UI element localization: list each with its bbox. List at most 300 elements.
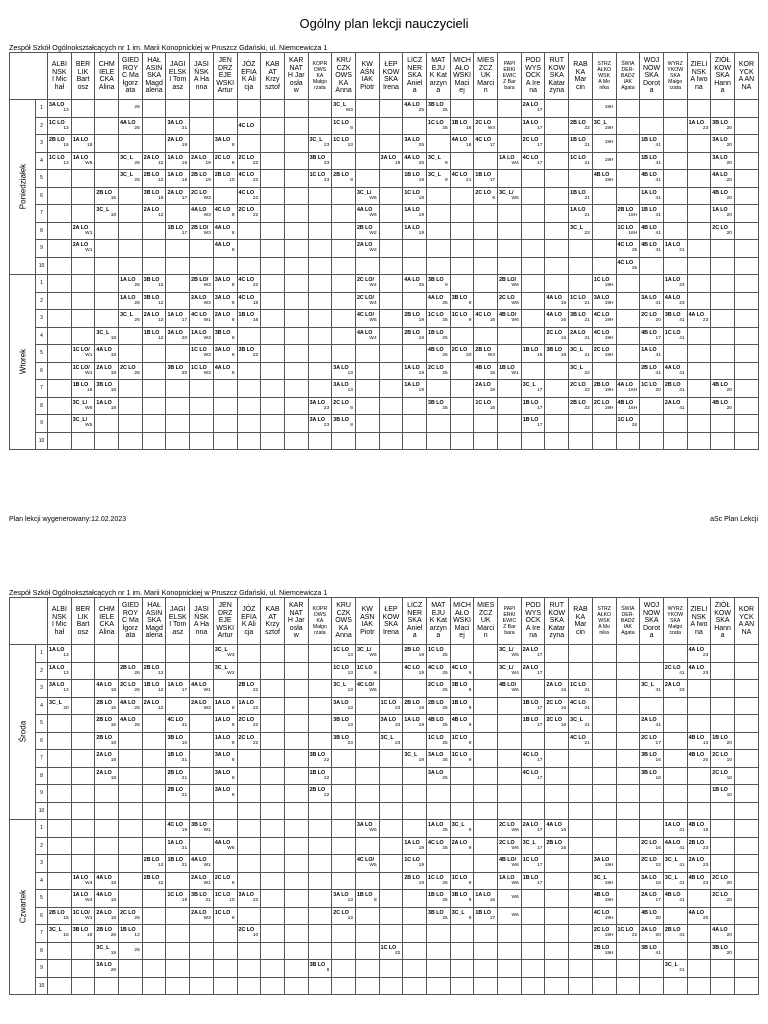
period-row — [10, 662, 759, 680]
lesson-room: 8 — [231, 880, 235, 886]
lesson-cell — [640, 362, 664, 380]
lesson-cell — [284, 662, 308, 680]
lesson-cell — [592, 820, 616, 838]
lesson-cell — [474, 820, 498, 838]
lesson-class: 2B LO — [404, 647, 420, 654]
lesson-class: 2A LO — [191, 294, 207, 301]
lesson-cell — [592, 925, 616, 943]
lesson-cell — [545, 310, 569, 328]
lesson-cell — [569, 802, 593, 820]
lesson-cell — [616, 890, 640, 908]
lesson-room: 26 — [134, 688, 140, 694]
lesson-cell — [640, 802, 664, 820]
lesson-cell — [687, 662, 711, 680]
lesson-class: 3B LO — [96, 382, 112, 389]
period-number: 1 — [36, 275, 48, 293]
lesson-class: 2C LO — [451, 347, 468, 354]
lesson-class: 2B LO — [404, 874, 420, 881]
lesson-cell — [663, 222, 687, 240]
lesson-cell — [427, 785, 451, 803]
lesson-cell — [284, 292, 308, 310]
lesson-cell — [711, 750, 735, 768]
lesson-class: 4A LO — [664, 364, 681, 371]
lesson-cell — [711, 680, 735, 698]
lesson-room: W6 — [369, 653, 377, 659]
lesson-cell — [48, 960, 72, 978]
lesson-room: 9 — [445, 283, 448, 289]
lesson-cell — [474, 785, 498, 803]
lesson-cell — [592, 310, 616, 328]
lesson-room: 17 — [489, 178, 496, 184]
lesson-room: 17 — [655, 740, 661, 746]
teacher-header: KOR YCK A AN NA — [734, 53, 758, 100]
teacher-header: KRU CZK OWS KA Anna — [332, 53, 356, 100]
lesson-class: 3C_L — [380, 734, 394, 741]
lesson-cell — [545, 432, 569, 450]
lesson-class: 2A LO — [214, 312, 231, 319]
lesson-cell — [119, 152, 143, 170]
lesson-cell — [569, 960, 593, 978]
lesson-class: 4B LO — [712, 399, 728, 406]
lesson-cell — [592, 785, 616, 803]
lesson-cell — [142, 205, 166, 223]
lesson-cell — [71, 100, 95, 118]
lesson-cell — [332, 890, 356, 908]
lesson-cell — [403, 697, 427, 715]
lesson-cell — [498, 750, 522, 768]
lesson-room: 19H — [604, 140, 614, 146]
lesson-cell — [166, 327, 190, 345]
lesson-cell — [142, 715, 166, 733]
lesson-room: 20 — [726, 178, 732, 184]
lesson-class: 2C LO — [546, 717, 563, 724]
lesson-cell — [190, 977, 214, 995]
teacher-header: KAB AT Krzy sztof — [261, 598, 285, 645]
lesson-cell — [71, 837, 95, 855]
lesson-room: 8 — [373, 670, 377, 676]
lesson-cell — [355, 152, 379, 170]
lesson-cell — [95, 362, 119, 380]
lesson-cell — [213, 837, 237, 855]
lesson-cell — [450, 310, 474, 328]
lesson-room: W6 — [511, 283, 519, 289]
lesson-cell — [711, 292, 735, 310]
lesson-cell — [95, 750, 119, 768]
lesson-class: 2B LO — [593, 382, 610, 389]
teacher-header: JEN DRZ EJE WSKI Artur — [213, 53, 237, 100]
period-row — [10, 415, 759, 433]
lesson-class: 2B LO — [96, 734, 112, 741]
lesson-cell — [687, 152, 711, 170]
lesson-room: 16 — [110, 723, 117, 729]
lesson-cell — [308, 820, 332, 838]
lesson-room: 9 — [468, 828, 472, 834]
teacher-header: MICH AŁO WSKI Maci ej — [450, 53, 474, 100]
lesson-cell — [71, 890, 95, 908]
lesson-cell — [71, 907, 95, 925]
lesson-room: 18 — [110, 335, 117, 341]
lesson-cell — [95, 310, 119, 328]
lesson-cell — [663, 205, 687, 223]
lesson-cell — [237, 362, 261, 380]
lesson-class: 2A LO — [522, 102, 539, 109]
lesson-room: W1 — [85, 370, 93, 376]
lesson-cell — [640, 397, 664, 415]
lesson-room: 13 — [702, 740, 709, 746]
lesson-room: 18 — [110, 758, 117, 764]
lesson-cell — [190, 680, 214, 698]
lesson-cell — [569, 662, 593, 680]
lesson-room: W4 — [369, 283, 377, 289]
lesson-cell — [379, 100, 403, 118]
lesson-room: 21 — [584, 688, 590, 694]
lesson-cell — [545, 327, 569, 345]
lesson-cell — [734, 750, 758, 768]
lesson-cell — [545, 785, 569, 803]
lesson-cell — [545, 697, 569, 715]
lesson-cell — [592, 222, 616, 240]
lesson-cell — [616, 432, 640, 450]
lesson-room: 25 — [442, 705, 448, 711]
lesson-class: 4A LO — [214, 224, 231, 231]
lesson-cell — [308, 327, 332, 345]
lesson-class: 3C_L — [96, 207, 110, 214]
lesson-class: 2C LO — [593, 399, 610, 406]
lesson-cell — [355, 890, 379, 908]
lesson-cell — [545, 732, 569, 750]
lesson-cell — [355, 942, 379, 960]
lesson-room: 21 — [584, 740, 590, 746]
lesson-cell — [355, 170, 379, 188]
lesson-cell — [48, 785, 72, 803]
lesson-room: 26 — [134, 670, 140, 676]
lesson-cell — [711, 890, 735, 908]
lesson-cell — [474, 380, 498, 398]
lesson-cell — [284, 310, 308, 328]
lesson-room: 23 — [702, 845, 709, 851]
lesson-class: 2C LO — [120, 909, 136, 916]
teacher-header: MICH AŁO WSKI Maci ej — [450, 598, 474, 645]
lesson-class: 2B LO — [641, 364, 657, 371]
lesson-cell — [734, 205, 758, 223]
lesson-class: 4B LO — [688, 822, 705, 829]
teacher-header: JEN DRZ EJE WSKI Artur — [213, 598, 237, 645]
lesson-cell — [592, 362, 616, 380]
lesson-cell — [261, 680, 285, 698]
lesson-cell — [569, 135, 593, 153]
lesson-class: 4C LO — [570, 734, 586, 741]
lesson-cell — [545, 397, 569, 415]
lesson-cell — [521, 715, 545, 733]
lesson-cell — [427, 170, 451, 188]
lesson-room: 16 — [537, 353, 543, 359]
lesson-cell — [284, 907, 308, 925]
lesson-cell — [261, 397, 285, 415]
lesson-cell — [711, 415, 735, 433]
lesson-cell — [640, 680, 664, 698]
lesson-cell — [474, 292, 498, 310]
lesson-room: W5 — [369, 828, 377, 834]
lesson-class: 3A LO — [333, 364, 349, 371]
lesson-cell — [213, 257, 237, 275]
lesson-room: 41 — [655, 160, 661, 166]
lesson-room: 26 — [134, 300, 140, 306]
lesson-class: 3A LO — [380, 717, 397, 724]
lesson-cell — [71, 275, 95, 293]
lesson-room: 20 — [726, 388, 732, 394]
lesson-class: 1C LO — [356, 664, 373, 671]
lesson-cell — [332, 152, 356, 170]
lesson-cell — [166, 680, 190, 698]
lesson-cell — [616, 680, 640, 698]
lesson-room: 18 — [702, 828, 709, 834]
teacher-header: MIES ZCZ UK Marci n — [474, 53, 498, 100]
lesson-class: 1B LO — [522, 717, 539, 724]
lesson-room: 8 — [231, 758, 235, 764]
lesson-cell — [71, 715, 95, 733]
lesson-cell — [450, 327, 474, 345]
lesson-cell — [687, 802, 711, 820]
lesson-cell — [474, 222, 498, 240]
lesson-cell — [663, 327, 687, 345]
lesson-class: 3B LO — [333, 734, 349, 741]
lesson-cell — [379, 662, 403, 680]
teacher-header: KAB AT Krzy sztof — [261, 53, 285, 100]
lesson-cell — [48, 872, 72, 890]
lesson-cell — [237, 680, 261, 698]
lesson-room: 13 — [347, 898, 353, 904]
lesson-cell — [48, 432, 72, 450]
lesson-cell — [687, 837, 711, 855]
lesson-class: 2C LO — [593, 927, 610, 934]
lesson-room: 16 — [560, 845, 567, 851]
lesson-class: 3A LO — [214, 769, 231, 776]
lesson-class: 4A LO — [688, 647, 704, 654]
lesson-room: W6 — [511, 863, 519, 869]
lesson-class: 1A LO — [404, 224, 420, 231]
lesson-class: 2C LO — [593, 347, 610, 354]
lesson-cell — [427, 837, 451, 855]
lesson-cell — [95, 802, 119, 820]
lesson-cell — [48, 750, 72, 768]
lesson-class: 1C LO — [333, 119, 349, 126]
lesson-cell — [355, 785, 379, 803]
lesson-room: 18 — [110, 213, 117, 219]
lesson-class: 1B LO — [712, 734, 728, 741]
corner-cell — [10, 598, 48, 645]
lesson-room: 19 — [181, 828, 188, 834]
lesson-cell — [687, 222, 711, 240]
lesson-cell — [734, 345, 758, 363]
lesson-cell — [711, 380, 735, 398]
lesson-cell — [142, 135, 166, 153]
lesson-cell — [498, 345, 522, 363]
lesson-cell — [166, 942, 190, 960]
lesson-cell — [569, 275, 593, 293]
lesson-cell — [592, 432, 616, 450]
lesson-cell — [237, 292, 261, 310]
lesson-class: 3C_L — [451, 822, 465, 829]
timetable-block-1 — [9, 52, 759, 450]
lesson-cell — [427, 942, 451, 960]
lesson-class: 2A LO — [96, 769, 112, 776]
lesson-cell — [711, 820, 735, 838]
lesson-cell — [640, 327, 664, 345]
lesson-room: 41 — [679, 845, 685, 851]
lesson-room: 18 — [110, 370, 117, 376]
lesson-cell — [450, 732, 474, 750]
lesson-cell — [142, 645, 166, 663]
lesson-cell — [308, 397, 332, 415]
lesson-room: W1 — [203, 828, 211, 834]
lesson-cell — [332, 662, 356, 680]
lesson-class: 4A LO — [214, 839, 231, 846]
lesson-class: 1C LO — [570, 682, 586, 689]
lesson-cell — [379, 205, 403, 223]
lesson-class: 2A LO — [96, 364, 112, 371]
lesson-cell — [592, 240, 616, 258]
lesson-room: 25 — [442, 353, 448, 359]
lesson-cell — [166, 362, 190, 380]
lesson-cell — [71, 855, 95, 873]
lesson-class: 1A LO — [404, 839, 420, 846]
lesson-cell — [95, 187, 119, 205]
lesson-class: 2B LO/ — [499, 277, 517, 284]
lesson-cell — [663, 240, 687, 258]
lesson-cell — [237, 205, 261, 223]
lesson-class: 3B LO — [143, 189, 160, 196]
lesson-room: 16 — [655, 845, 661, 851]
lesson-cell — [687, 135, 711, 153]
lesson-class: 2C LO — [641, 734, 657, 741]
lesson-cell — [687, 397, 711, 415]
lesson-room: 23 — [394, 723, 401, 729]
lesson-cell — [190, 662, 214, 680]
lesson-cell — [237, 100, 261, 118]
lesson-cell — [142, 907, 166, 925]
lesson-cell — [142, 767, 166, 785]
lesson-room: 8 — [373, 898, 377, 904]
lesson-cell — [498, 222, 522, 240]
lesson-room: 17 — [537, 670, 543, 676]
lesson-cell — [166, 100, 190, 118]
lesson-cell — [711, 187, 735, 205]
lesson-room: 12 — [158, 178, 164, 184]
lesson-cell — [119, 275, 143, 293]
lesson-cell — [521, 415, 545, 433]
lesson-cell — [592, 977, 616, 995]
lesson-room: 13 — [347, 670, 353, 676]
lesson-room: 19H — [604, 157, 614, 163]
teacher-header: LICZ NER SKA Aniel a — [403, 53, 427, 100]
period-number: 3 — [36, 135, 48, 153]
lesson-cell — [213, 645, 237, 663]
lesson-cell — [687, 275, 711, 293]
lesson-room: 16 — [655, 758, 661, 764]
period-row — [10, 907, 759, 925]
lesson-cell — [521, 135, 545, 153]
lesson-cell — [545, 960, 569, 978]
lesson-room: 10 — [726, 775, 732, 781]
lesson-room: 16 — [489, 318, 496, 324]
teacher-header: WOJ NOW SKA Dorot a — [640, 598, 664, 645]
lesson-cell — [379, 397, 403, 415]
lesson-cell — [332, 960, 356, 978]
lesson-class: 3B LO — [451, 294, 468, 301]
lesson-cell — [734, 362, 758, 380]
lesson-cell — [142, 187, 166, 205]
lesson-class: 2B LO — [96, 699, 112, 706]
lesson-cell — [450, 872, 474, 890]
lesson-cell — [48, 170, 72, 188]
lesson-cell — [119, 170, 143, 188]
lesson-cell — [687, 890, 711, 908]
lesson-cell — [379, 380, 403, 398]
period-row — [10, 750, 759, 768]
period-number: 2 — [36, 662, 48, 680]
lesson-cell — [308, 925, 332, 943]
lesson-cell — [95, 205, 119, 223]
lesson-cell — [640, 785, 664, 803]
lesson-cell — [403, 960, 427, 978]
lesson-cell — [308, 205, 332, 223]
lesson-class: 3C_L — [120, 172, 134, 179]
lesson-room: 22 — [584, 125, 590, 131]
lesson-room: 23 — [679, 300, 685, 306]
lesson-room: 12 — [158, 335, 164, 341]
lesson-room: W3 — [203, 705, 211, 711]
lesson-cell — [403, 942, 427, 960]
lesson-cell — [284, 890, 308, 908]
lesson-cell — [474, 362, 498, 380]
lesson-class: 1A LO — [664, 277, 681, 284]
lesson-cell — [592, 732, 616, 750]
lesson-cell — [261, 345, 285, 363]
lesson-cell — [711, 222, 735, 240]
lesson-class: 2B LO — [688, 839, 705, 846]
lesson-cell — [355, 415, 379, 433]
lesson-cell — [237, 170, 261, 188]
lesson-room: 41 — [679, 880, 685, 886]
lesson-cell — [711, 925, 735, 943]
lesson-cell — [166, 645, 190, 663]
lesson-class: 3B LO — [641, 769, 657, 776]
lesson-cell — [237, 222, 261, 240]
lesson-cell — [450, 380, 474, 398]
lesson-class: 4B LO — [641, 242, 657, 249]
lesson-class: 2C LO — [120, 364, 136, 371]
lesson-cell — [332, 327, 356, 345]
lesson-class: 4C LO/ — [356, 682, 375, 689]
period-row — [10, 977, 759, 995]
lesson-cell — [166, 135, 190, 153]
lesson-class: 2A LO — [475, 382, 491, 389]
lesson-room: 23 — [702, 863, 709, 869]
lesson-cell — [474, 872, 498, 890]
lesson-cell — [119, 680, 143, 698]
lesson-cell — [521, 345, 545, 363]
lesson-cell — [332, 275, 356, 293]
lesson-cell — [521, 432, 545, 450]
lesson-cell — [640, 645, 664, 663]
lesson-cell — [711, 135, 735, 153]
lesson-room: 17 — [655, 335, 661, 341]
lesson-cell — [190, 715, 214, 733]
lesson-class: 1A LO — [712, 207, 728, 214]
lesson-cell — [663, 977, 687, 995]
lesson-cell — [261, 327, 285, 345]
lesson-cell — [71, 240, 95, 258]
